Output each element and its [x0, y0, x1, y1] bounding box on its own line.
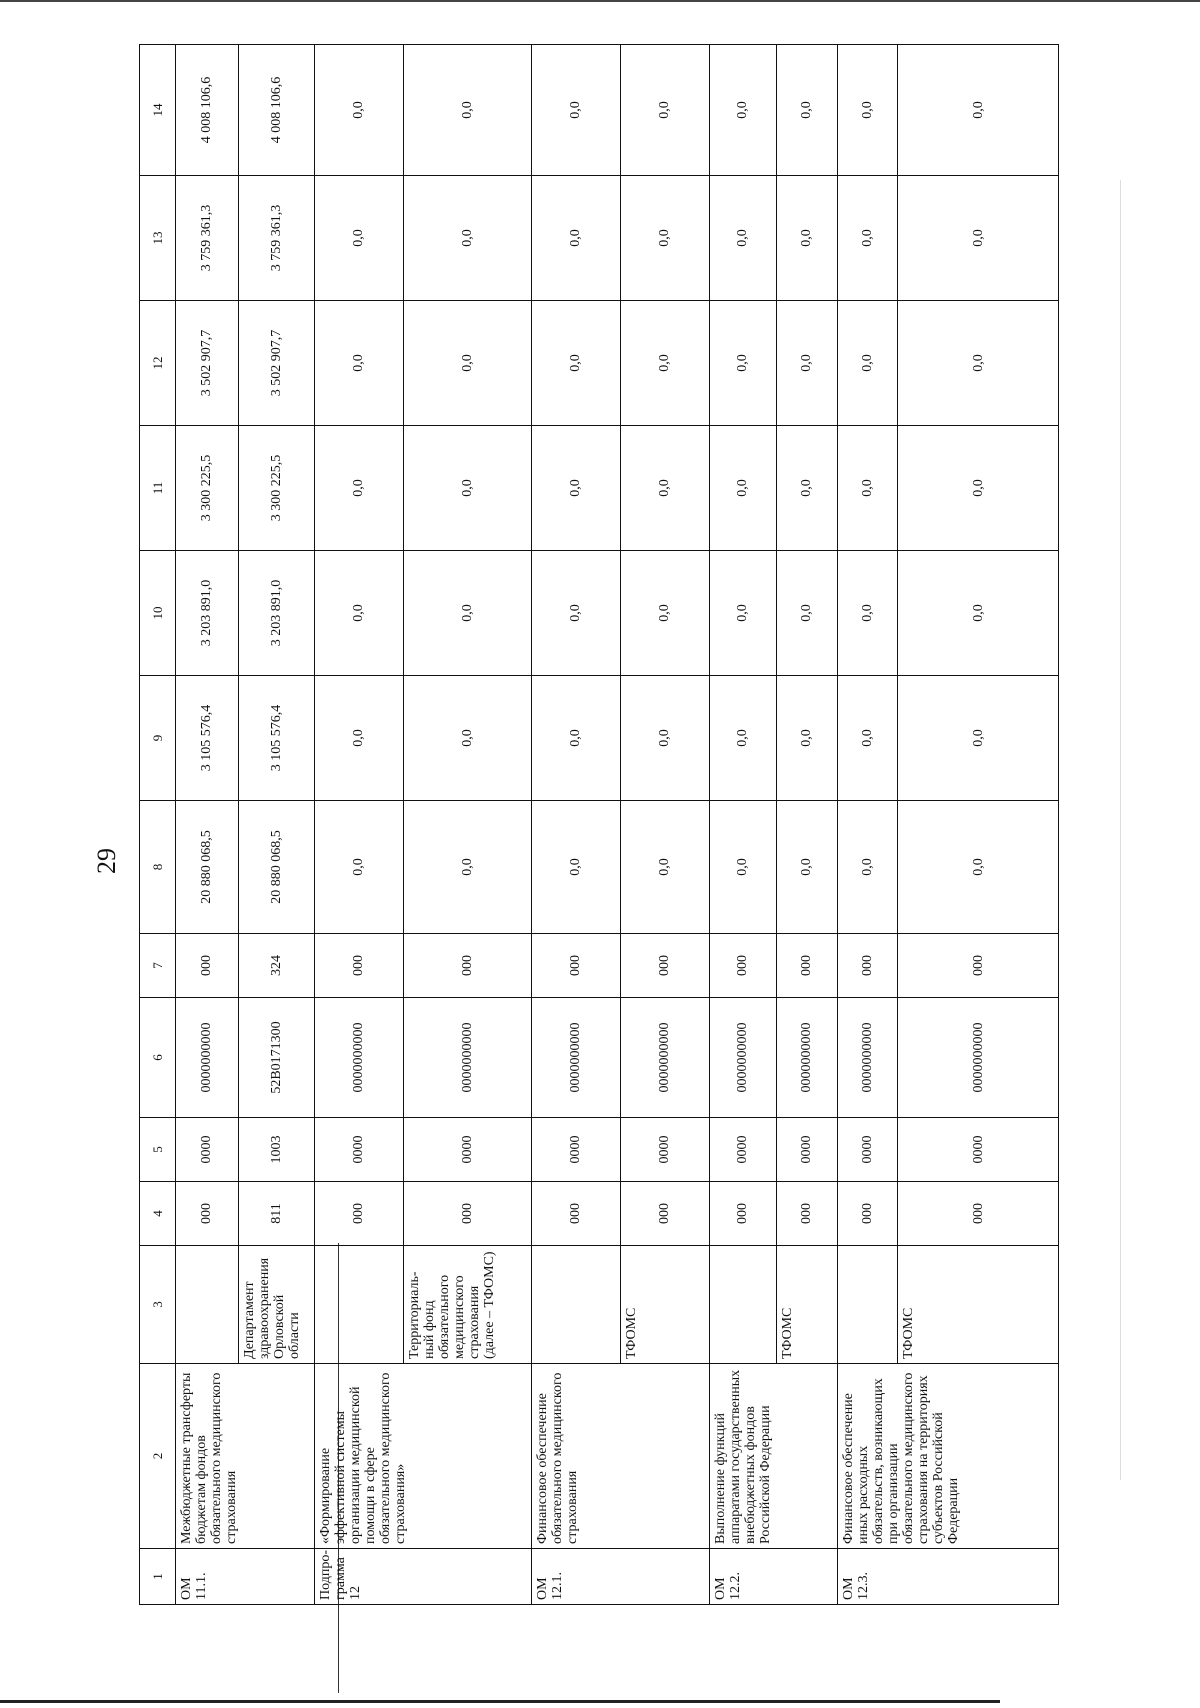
- cell-value: 4 008 106,6: [175, 45, 238, 176]
- cell-c5: 0000: [620, 1118, 709, 1182]
- cell-value: 0,0: [531, 551, 620, 676]
- row-executor: Территориаль-ный фонд обязательного медицинского страхования (далее – ТФОМС): [403, 1246, 531, 1364]
- cell-value: 0,0: [620, 45, 709, 176]
- col-num: 5: [140, 1118, 176, 1182]
- cell-value: 0,0: [837, 45, 898, 176]
- cell-value: 0,0: [898, 551, 1059, 676]
- cell-value: 0,0: [776, 426, 837, 551]
- col-num: 2: [140, 1364, 176, 1549]
- col-num: 14: [140, 45, 176, 176]
- cell-value: 0,0: [837, 551, 898, 676]
- col-num: 9: [140, 676, 176, 801]
- cell-value: 0,0: [314, 301, 403, 426]
- cell-c7: 000: [776, 934, 837, 998]
- cell-value: 0,0: [709, 176, 776, 301]
- cell-value: 0,0: [314, 551, 403, 676]
- cell-c4: 000: [620, 1182, 709, 1246]
- cell-value: 0,0: [898, 176, 1059, 301]
- row-name: Выполнение функций аппаратами государственных внебюджетных фондов Российской Федерации: [709, 1364, 837, 1549]
- top-rule: [0, 0, 1200, 2]
- cell-value: 0,0: [531, 45, 620, 176]
- row-name: Финансовое обеспечение иных расходных обязательств, возникающих при организации обязательного медицинского страхования на территориях субъектов Российской Федерации: [837, 1364, 1058, 1549]
- cell-c6: 0000000000: [837, 998, 898, 1118]
- col-num: 8: [140, 801, 176, 934]
- cell-value: 0,0: [898, 45, 1059, 176]
- cell-value: 0,0: [620, 176, 709, 301]
- cell-c6: 0000000000: [403, 998, 531, 1118]
- cell-value: 0,0: [314, 176, 403, 301]
- cell-value: 0,0: [776, 676, 837, 801]
- cell-c5: 0000: [403, 1118, 531, 1182]
- cell-value: 0,0: [620, 676, 709, 801]
- cell-value: 0,0: [403, 676, 531, 801]
- cell-c7: 000: [837, 934, 898, 998]
- cell-c4: 000: [898, 1182, 1059, 1246]
- cell-c4: 811: [238, 1182, 314, 1246]
- cell-value: 3 759 361,3: [175, 176, 238, 301]
- cell-value: 0,0: [314, 45, 403, 176]
- cell-c6: 0000000000: [776, 998, 837, 1118]
- cell-c4: 000: [403, 1182, 531, 1246]
- cell-value: 0,0: [531, 176, 620, 301]
- col-num: 6: [140, 998, 176, 1118]
- cell-value: 0,0: [403, 176, 531, 301]
- row-code: Подпро-грамма 12: [314, 1549, 531, 1605]
- cell-c7: 000: [314, 934, 403, 998]
- cell-value: 0,0: [531, 676, 620, 801]
- row-name: Финансовое обеспечение обязательного медицинского страхования: [531, 1364, 709, 1549]
- cell-value: 20 880 068,5: [175, 801, 238, 934]
- cell-value: 0,0: [620, 426, 709, 551]
- cell-c5: 0000: [898, 1118, 1059, 1182]
- bottom-rule: [0, 1700, 1000, 1703]
- row-executor: [175, 1246, 238, 1364]
- cell-c7: 000: [175, 934, 238, 998]
- cell-c7: 000: [531, 934, 620, 998]
- cell-c6: 0000000000: [175, 998, 238, 1118]
- cell-value: 3 105 576,4: [175, 676, 238, 801]
- cell-value: 3 300 225,5: [175, 426, 238, 551]
- row-code: ОМ 11.1.: [175, 1549, 314, 1605]
- cell-value: 3 502 907,7: [175, 301, 238, 426]
- rotated-sheet: [139, 45, 1059, 1605]
- row-executor: ТФОМС: [776, 1246, 837, 1364]
- cell-c5: 0000: [531, 1118, 620, 1182]
- cell-value: 0,0: [776, 551, 837, 676]
- cell-c5: 0000: [709, 1118, 776, 1182]
- cell-value: 0,0: [403, 426, 531, 551]
- cell-value: 0,0: [776, 801, 837, 934]
- cell-value: 3 502 907,7: [238, 301, 314, 426]
- cell-value: 0,0: [620, 551, 709, 676]
- cell-value: 0,0: [898, 676, 1059, 801]
- cell-c7: 000: [403, 934, 531, 998]
- cell-c4: 000: [314, 1182, 403, 1246]
- cell-value: 0,0: [837, 801, 898, 934]
- cell-c4: 000: [837, 1182, 898, 1246]
- cell-value: 0,0: [709, 45, 776, 176]
- cell-value: 0,0: [620, 301, 709, 426]
- row-code: ОМ 12.2.: [709, 1549, 837, 1605]
- row-code: ОМ 12.3.: [837, 1549, 1058, 1605]
- cell-c6: 0000000000: [898, 998, 1059, 1118]
- row-executor: [531, 1246, 620, 1364]
- cell-value: 0,0: [531, 301, 620, 426]
- cell-value: 3 300 225,5: [238, 426, 314, 551]
- row-executor: ТФОМС: [620, 1246, 709, 1364]
- table-row: [314, 45, 403, 1605]
- cell-value: 4 008 106,6: [238, 45, 314, 176]
- cell-c4: 000: [709, 1182, 776, 1246]
- cell-c4: 000: [776, 1182, 837, 1246]
- row-executor: ТФОМС: [898, 1246, 1059, 1364]
- cell-value: 0,0: [531, 801, 620, 934]
- cell-value: 3 203 891,0: [175, 551, 238, 676]
- cell-c7: 000: [620, 934, 709, 998]
- cell-c5: 1003: [238, 1118, 314, 1182]
- cell-c7: 000: [898, 934, 1059, 998]
- table-row: [709, 45, 776, 1605]
- budget-table: [139, 44, 1059, 1605]
- cell-value: 0,0: [403, 45, 531, 176]
- cell-c7: 324: [238, 934, 314, 998]
- cell-value: 0,0: [709, 801, 776, 934]
- row-executor: [837, 1246, 898, 1364]
- row-name: Межбюджетные трансферты бюджетам фондов обязательного медицинского страхования: [175, 1364, 314, 1549]
- cell-value: 20 880 068,5: [238, 801, 314, 934]
- page-number: 29: [92, 848, 121, 874]
- cell-value: 3 105 576,4: [238, 676, 314, 801]
- cell-c6: 0000000000: [620, 998, 709, 1118]
- col-num: 1: [140, 1549, 176, 1605]
- cell-value: 0,0: [837, 426, 898, 551]
- col-num: 10: [140, 551, 176, 676]
- col-num: 7: [140, 934, 176, 998]
- row-executor: [709, 1246, 776, 1364]
- row-name: «Формирование эффективной системы организации медицинской помощи в сфере обязательного медицинского страхования»: [314, 1364, 531, 1549]
- col-num: 13: [140, 176, 176, 301]
- col-num: 11: [140, 426, 176, 551]
- cell-c5: 0000: [837, 1118, 898, 1182]
- cell-value: 0,0: [898, 801, 1059, 934]
- cell-value: 0,0: [314, 676, 403, 801]
- cell-c6: 0000000000: [531, 998, 620, 1118]
- table-row: [531, 45, 620, 1605]
- cell-value: 3 203 891,0: [238, 551, 314, 676]
- cell-value: 0,0: [776, 301, 837, 426]
- table-rotator: [139, 45, 1059, 1605]
- table-row: [837, 45, 898, 1605]
- cell-value: 0,0: [709, 426, 776, 551]
- cell-value: 0,0: [898, 301, 1059, 426]
- cell-value: 0,0: [314, 426, 403, 551]
- cell-value: 3 759 361,3: [238, 176, 314, 301]
- table-row: [175, 45, 238, 1605]
- cell-c4: 000: [531, 1182, 620, 1246]
- cell-value: 0,0: [776, 176, 837, 301]
- cell-value: 0,0: [709, 676, 776, 801]
- col-num: 12: [140, 301, 176, 426]
- cell-value: 0,0: [403, 301, 531, 426]
- row-executor: Департамент здравоохранения Орловской области: [238, 1246, 314, 1364]
- cell-value: 0,0: [620, 801, 709, 934]
- scan-margin-mark: [1120, 180, 1121, 1480]
- col-num: 3: [140, 1246, 176, 1364]
- cell-value: 0,0: [531, 426, 620, 551]
- row-executor: [314, 1246, 403, 1364]
- cell-c5: 0000: [175, 1118, 238, 1182]
- cell-value: 0,0: [709, 301, 776, 426]
- cell-value: 0,0: [898, 426, 1059, 551]
- cell-value: 0,0: [403, 551, 531, 676]
- cell-c4: 000: [175, 1182, 238, 1246]
- cell-value: 0,0: [837, 176, 898, 301]
- cell-c7: 000: [709, 934, 776, 998]
- cell-c6: 0000000000: [314, 998, 403, 1118]
- cell-c6: 52В0171300: [238, 998, 314, 1118]
- cell-value: 0,0: [776, 45, 837, 176]
- cell-value: 0,0: [709, 551, 776, 676]
- cell-c5: 0000: [314, 1118, 403, 1182]
- cell-c6: 0000000000: [709, 998, 776, 1118]
- cell-c5: 0000: [776, 1118, 837, 1182]
- row-code: ОМ 12.1.: [531, 1549, 709, 1605]
- cell-value: 0,0: [403, 801, 531, 934]
- column-number-row: [140, 45, 176, 1605]
- cell-value: 0,0: [314, 801, 403, 934]
- cell-value: 0,0: [837, 301, 898, 426]
- cell-value: 0,0: [837, 676, 898, 801]
- col-num: 4: [140, 1182, 176, 1246]
